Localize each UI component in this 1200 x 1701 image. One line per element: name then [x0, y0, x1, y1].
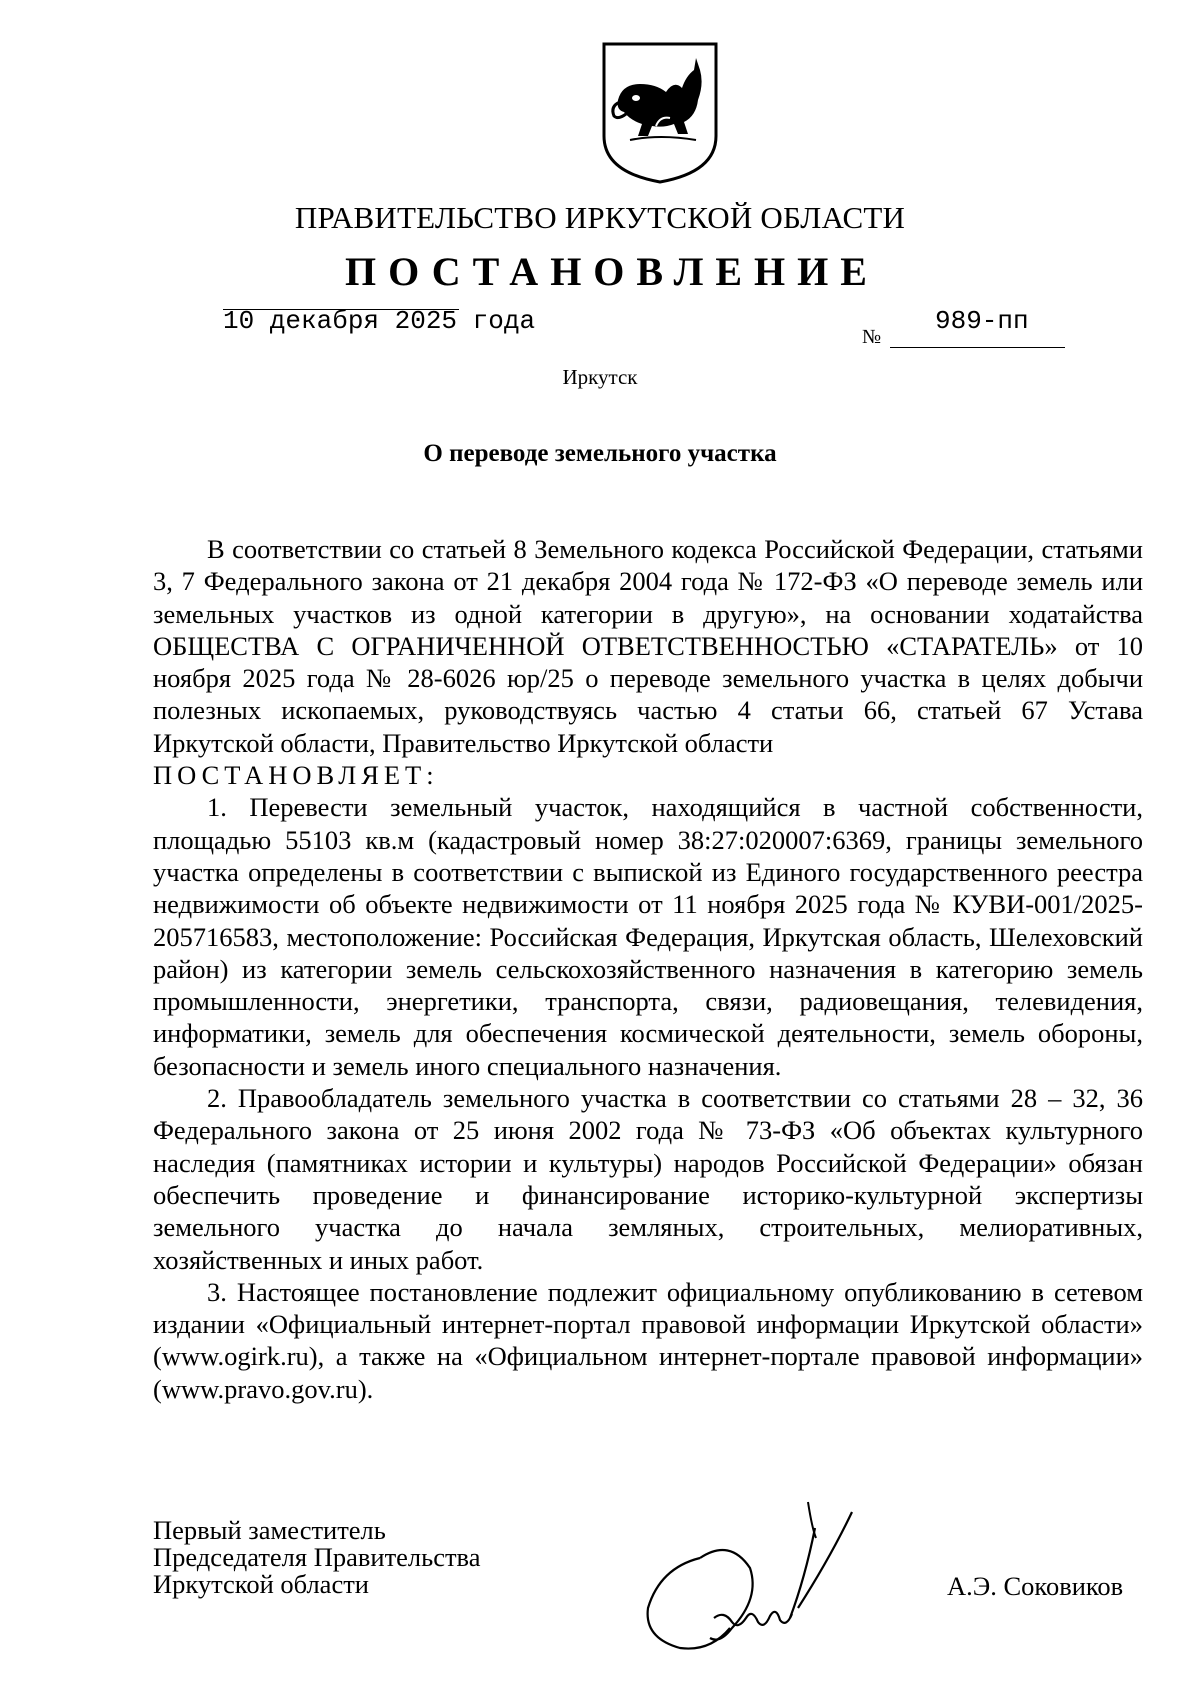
decree-word: ПОСТАНОВЛЯЕТ: — [153, 760, 439, 791]
organization-name: ПРАВИТЕЛЬСТВО ИРКУТСКОЙ ОБЛАСТИ — [294, 200, 906, 235]
number-underline — [890, 347, 1065, 348]
item-paragraph-2: 2. Правообладатель земельного участка в соответствии со статьями 28 – 32, 36 Федерального закона от 25 июня 2002 года № 73-ФЗ «Об объектах культурного наследия (памятниках истории и культуры) народов Российской Федерации» обязан обеспечить проведение и финансирование историко-культурной экспертизы земельного участка до начала земляных, строительных, мелиоративных, хозяйственных и иных работ. — [153, 1083, 1143, 1275]
signer-position-line: Первый заместитель — [153, 1515, 386, 1545]
preamble-paragraph: В соответствии со статьей 8 Земельного кодекса Российской Федерации, статьями 3, 7 Федерального закона от 21 декабря 2004 года № 172-ФЗ «О переводе земель или земельных участков из одной категории в другую», на основании ходатайства ОБЩЕСТВА С ОГРАНИЧЕННОЙ ОТВЕТСТВЕННОСТЬЮ «СТАРАТЕЛЬ» от 10 ноября 2025 года № 28-6026 юр/25 о переводе земельного участка в целях добычи полезных ископаемых, руководствуясь частью 4 статьи 66, статьей 67 Устава Иркутской области, Правительство Иркутской области — [153, 534, 1143, 758]
item-paragraph-1: 1. Перевести земельный участок, находящийся в частной собственности, площадью 55103 кв.м (кадастровый номер 38:27:020007:6369, границы земельного участка определены в соответствии с выпиской из Единого государственного реестра недвижимости об объекте недвижимости от 11 ноября 2025 года № КУВИ-001/2025-205716583, местоположение: Российская Федерация, Иркутская область, Шелеховский район) из категории земель сельскохозяйственного назначения в категорию земель промышленности, энергетики, транспорта, связи, радиовещания, телевидения, информатики, земель для обеспечения космической деятельности, земель обороны, безопасности и земель иного специального назначения. — [153, 792, 1143, 1081]
document-date: 10 декабря 2025 года — [223, 306, 536, 336]
signer-position-line: Председателя Правительства — [153, 1542, 481, 1572]
signer-name: А.Э. Соковиков — [947, 1571, 1124, 1601]
signer-position-line: Иркутской области — [153, 1569, 369, 1599]
item-paragraph-3: 3. Настоящее постановление подлежит официальному опубликованию в сетевом издании «Официальный интернет-портал правовой информации Иркутской области» (www.ogirk.ru), а также на «Официальном интернет-портале правовой информации» (www.pravo.gov.ru). — [153, 1276, 1143, 1404]
coat-of-arms-icon — [600, 40, 720, 186]
handwritten-signature — [640, 1498, 870, 1654]
document-subject: О переводе земельного участка — [423, 440, 777, 467]
date-underline — [223, 309, 459, 310]
number-label: № — [862, 326, 882, 348]
city: Иркутск — [562, 365, 638, 389]
document-body — [153, 533, 1143, 1405]
signer-position — [153, 1517, 481, 1598]
document-type: ПОСТАНОВЛЕНИЕ — [345, 249, 879, 294]
document-number: 989-пп — [935, 306, 1029, 336]
